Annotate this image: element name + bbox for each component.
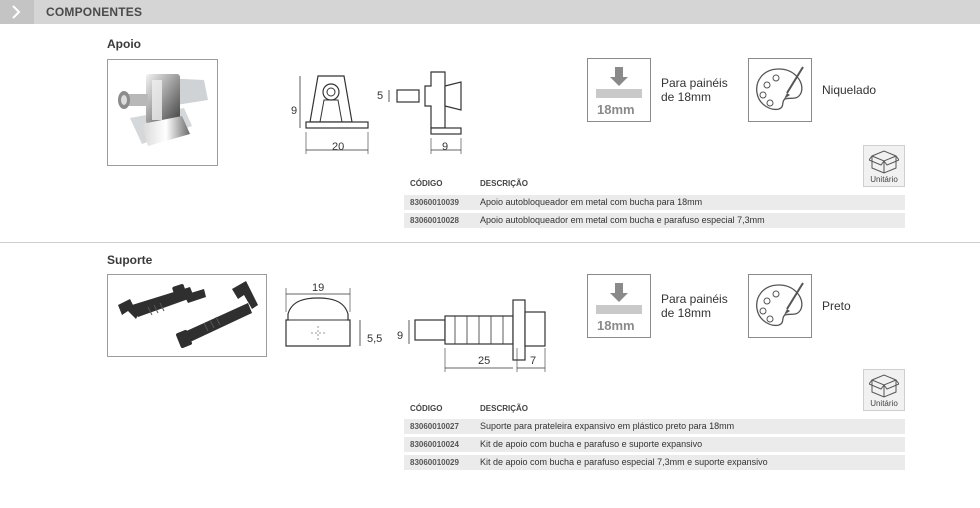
table-row[interactable]: [404, 419, 905, 434]
product-code: 83060010027: [410, 422, 459, 431]
suporte-side-height-dim: 9: [397, 330, 404, 342]
product-code: 83060010039: [410, 198, 459, 207]
col-header-desc: DESCRIÇÃO: [480, 179, 529, 188]
apoio-front-width-dim: 20: [332, 141, 345, 153]
finish-text: Niquelado: [822, 83, 877, 97]
panel-thickness-icon: [587, 58, 651, 122]
table-row[interactable]: [404, 195, 905, 210]
box-icon: [869, 372, 899, 398]
table-row[interactable]: [404, 437, 905, 452]
apoio-photo: [107, 59, 218, 166]
section-title-apoio: Apoio: [107, 37, 141, 51]
apoio-side-height-dim: 5: [377, 90, 384, 102]
section-header: [0, 0, 980, 24]
suporte-side-length-dim: 25: [478, 355, 491, 367]
product-code: 83060010028: [410, 216, 459, 225]
col-header-code: CÓDIGO: [410, 404, 443, 413]
col-header-desc: DESCRIÇÃO: [480, 404, 529, 413]
unit-label: Unitário: [870, 399, 898, 408]
suporte-side-drawing: [393, 296, 558, 376]
header-title: COMPONENTES: [46, 5, 143, 19]
panel-thickness-value: 18mm: [597, 318, 635, 333]
finish-text: Preto: [822, 299, 851, 313]
table-row[interactable]: [404, 213, 905, 228]
suporte-photo: [107, 274, 267, 357]
table-row[interactable]: [404, 455, 905, 470]
apoio-front-height-dim: 9: [291, 105, 298, 117]
suporte-front-drawing: [278, 282, 388, 362]
product-code: 83060010029: [410, 458, 459, 467]
box-icon: [869, 148, 899, 174]
suporte-front-width-dim: 19: [312, 282, 325, 294]
unit-badge: [863, 369, 905, 411]
panel-thickness-text: Para painéis de 18mm: [661, 76, 728, 104]
apoio-side-width-dim: 9: [442, 141, 449, 153]
finish-palette-icon: [748, 58, 812, 122]
product-description: Suporte para prateleira expansivo em plástico preto para 18mm: [480, 421, 735, 431]
panel-thickness-value: 18mm: [597, 102, 635, 117]
col-header-code: CÓDIGO: [410, 179, 443, 188]
unit-badge: [863, 145, 905, 187]
apoio-side-drawing: [375, 70, 470, 160]
unit-label: Unitário: [870, 175, 898, 184]
panel-thickness-text: Para painéis de 18mm: [661, 292, 728, 320]
section-title-suporte: Suporte: [107, 253, 153, 267]
suporte-front-height-dim: 5,5: [367, 333, 383, 345]
product-description: Apoio autobloqueador em metal com bucha para 18mm: [480, 197, 703, 207]
product-code: 83060010024: [410, 440, 459, 449]
finish-palette-icon: [748, 274, 812, 338]
section-divider: [0, 242, 980, 243]
product-description: Kit de apoio com bucha e parafuso especial 7,3mm e suporte expansivo: [480, 457, 768, 467]
suporte-side-end-dim: 7: [530, 355, 537, 367]
product-description: Kit de apoio com bucha e parafuso e suporte expansivo: [480, 439, 703, 449]
panel-thickness-icon: [587, 274, 651, 338]
apoio-front-drawing: [290, 70, 380, 160]
chevron-right-icon[interactable]: [0, 0, 34, 24]
product-description: Apoio autobloqueador em metal com bucha e parafuso especial 7,3mm: [480, 215, 765, 225]
